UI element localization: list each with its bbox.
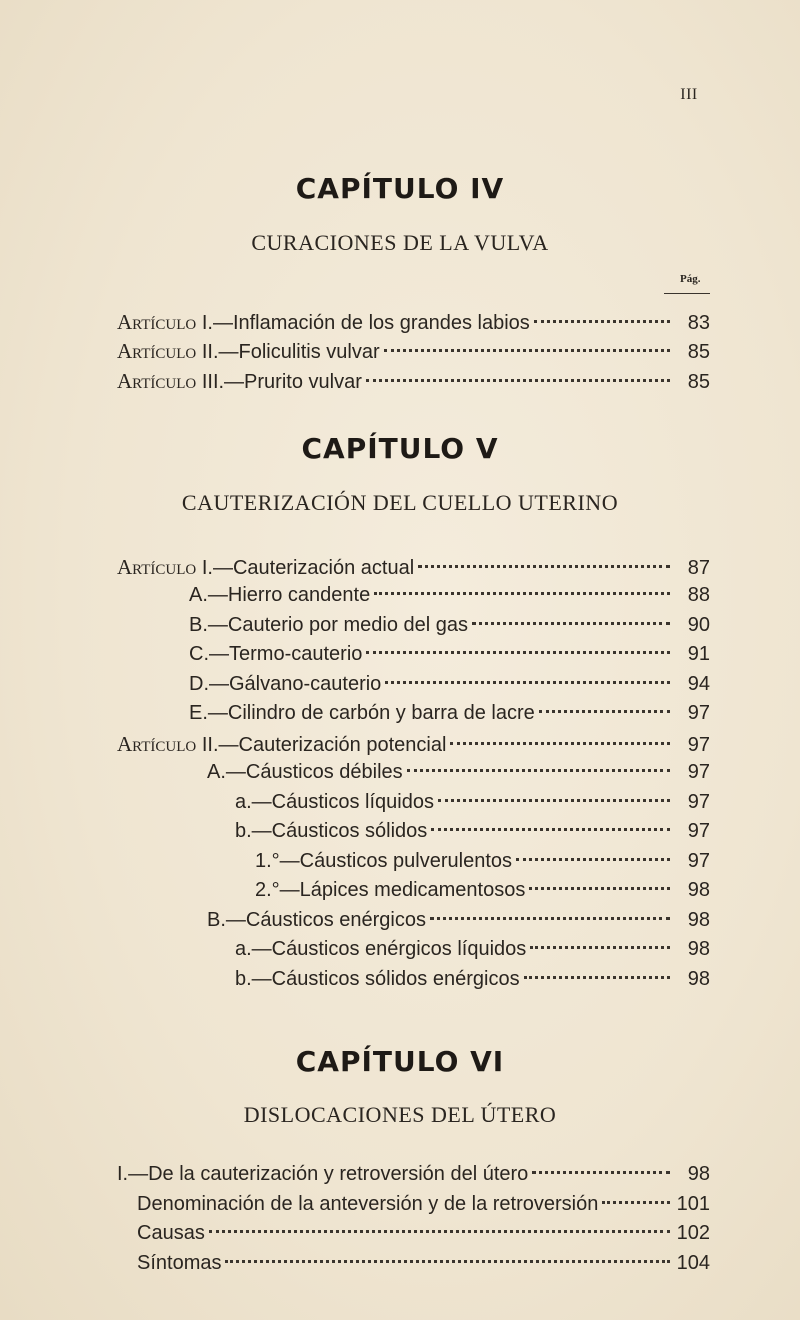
- entry-page: 97: [687, 820, 710, 842]
- entry-prefix: Artículo: [117, 732, 197, 756]
- toc-entry: [207, 761, 710, 787]
- dot-leader: [530, 946, 670, 949]
- toc-entry: [137, 1193, 710, 1219]
- dot-leader: [516, 858, 670, 861]
- toc-entry: [117, 732, 710, 758]
- entry-prefix: Artículo: [117, 555, 197, 579]
- toc-entry: [255, 879, 710, 905]
- page-column-rule: [664, 293, 710, 294]
- entry-title: I.—Inflamación de los grandes labios: [201, 312, 530, 334]
- entry-title: A.—Cáusticos débiles: [207, 761, 403, 783]
- toc-entry: [117, 555, 710, 581]
- entry-title: b.—Cáusticos sólidos: [235, 820, 428, 842]
- dot-leader: [602, 1201, 670, 1204]
- toc-entry: [235, 820, 710, 846]
- entry-page: 98: [687, 879, 710, 901]
- entry-page: 98: [687, 909, 710, 931]
- chapter-heading: CAPÍTULO V: [301, 432, 499, 465]
- entry-title: b.—Cáusticos sólidos enérgicos: [235, 968, 520, 990]
- entry-page: 102: [676, 1222, 710, 1244]
- dot-leader: [539, 710, 670, 713]
- toc-entry: [117, 310, 710, 336]
- dot-leader: [385, 681, 670, 684]
- entry-title: 1.°—Cáusticos pulverulentos: [255, 850, 513, 872]
- entry-page: 97: [687, 702, 710, 724]
- dot-leader: [407, 769, 670, 772]
- dot-leader: [431, 828, 670, 831]
- entry-page: 90: [687, 614, 710, 636]
- entry-title: II.—Cauterización potencial: [201, 734, 447, 756]
- toc-entry: [137, 1222, 710, 1248]
- entry-title: 2.°—Lápices medicamentosos: [255, 879, 526, 901]
- chapter-heading: CAPÍTULO VI: [295, 1045, 505, 1078]
- dot-leader: [438, 799, 670, 802]
- entry-title: B.—Cáusticos enérgicos: [207, 909, 426, 931]
- entry-page: 98: [687, 938, 710, 960]
- entry-page: 87: [687, 557, 710, 579]
- toc-entry: [189, 643, 710, 669]
- toc-entry: [255, 850, 710, 876]
- entry-title: Causas: [137, 1222, 205, 1244]
- dot-leader: [450, 742, 670, 745]
- dot-leader: [374, 592, 670, 595]
- toc-entry: [235, 968, 710, 994]
- entry-page: 97: [687, 791, 710, 813]
- entry-page: 91: [687, 643, 710, 665]
- entry-title: II.—Foliculitis vulvar: [201, 341, 380, 363]
- entry-page: 97: [687, 734, 710, 756]
- entry-page: 97: [687, 761, 710, 783]
- toc-entry: [235, 938, 710, 964]
- entry-title: I.—Cauterización actual: [201, 557, 415, 579]
- entry-title: a.—Cáusticos líquidos: [235, 791, 434, 813]
- dot-leader: [209, 1230, 670, 1233]
- chapter-heading: CAPÍTULO IV: [295, 172, 505, 205]
- toc-entry: [189, 702, 710, 728]
- toc-entry: [235, 791, 710, 817]
- entry-page: 98: [687, 968, 710, 990]
- entry-page: 94: [687, 673, 710, 695]
- toc-entry: [189, 584, 710, 610]
- toc-entry: [117, 339, 710, 365]
- dot-leader: [366, 651, 670, 654]
- entry-title: E.—Cilindro de carbón y barra de lacre: [189, 702, 535, 724]
- entry-title: A.—Hierro candente: [189, 584, 371, 606]
- entry-title: Síntomas: [137, 1252, 222, 1274]
- entry-page: 104: [676, 1252, 710, 1274]
- chapter-subtitle: CURACIONES DE LA VULVA: [251, 230, 549, 255]
- dot-leader: [529, 887, 670, 890]
- dot-leader: [225, 1260, 670, 1263]
- entry-title: III.—Prurito vulvar: [201, 371, 362, 393]
- dot-leader: [384, 349, 670, 352]
- toc-entry: [117, 369, 710, 395]
- entry-prefix: Artículo: [117, 339, 197, 363]
- dot-leader: [524, 976, 670, 979]
- chapter-subtitle: DISLOCACIONES DEL ÚTERO: [243, 1102, 557, 1127]
- entry-title: I.—De la cauterización y retroversión del útero: [117, 1163, 529, 1185]
- dot-leader: [472, 622, 670, 625]
- entry-title: B.—Cauterio por medio del gas: [189, 614, 469, 636]
- toc-entry: [117, 1163, 710, 1189]
- entry-title: Denominación de la anteversión y de la retroversión: [137, 1193, 599, 1215]
- entry-prefix: Artículo: [117, 310, 197, 334]
- dot-leader: [430, 917, 670, 920]
- entry-prefix: Artículo: [117, 369, 197, 393]
- entry-page: 83: [687, 312, 710, 334]
- dot-leader: [534, 320, 670, 323]
- entry-title: a.—Cáusticos enérgicos líquidos: [235, 938, 527, 960]
- page-column-label: Pág.: [680, 273, 701, 285]
- toc-entry: [207, 909, 710, 935]
- entry-page: 85: [687, 371, 710, 393]
- entry-page: 97: [687, 850, 710, 872]
- entry-title: C.—Termo-cauterio: [189, 643, 363, 665]
- entry-title: D.—Gálvano-cauterio: [189, 673, 382, 695]
- toc-entry: [189, 614, 710, 640]
- toc-entry: [137, 1252, 710, 1278]
- entry-page: 88: [687, 584, 710, 606]
- entry-page: 101: [676, 1193, 710, 1215]
- chapter-subtitle: CAUTERIZACIÓN DEL CUELLO UTERINO: [181, 490, 619, 515]
- page-number: III: [680, 86, 698, 103]
- toc-entry: [189, 673, 710, 699]
- dot-leader: [532, 1171, 670, 1174]
- dot-leader: [366, 379, 670, 382]
- entry-page: 85: [687, 341, 710, 363]
- entry-page: 98: [687, 1163, 710, 1185]
- dot-leader: [418, 565, 670, 568]
